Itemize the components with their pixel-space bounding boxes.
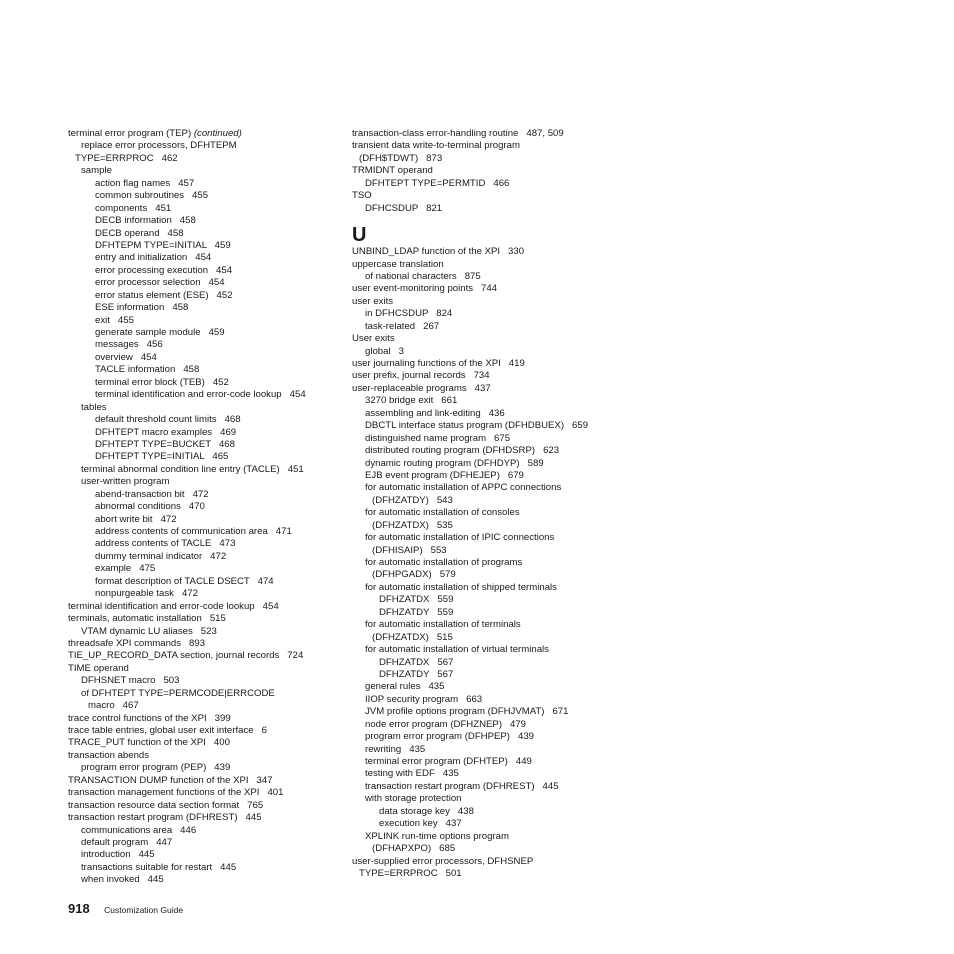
- index-entry-text: DECB operand 458: [95, 227, 184, 239]
- index-entry: [352, 358, 642, 370]
- index-entry: [352, 165, 642, 177]
- index-entry: [352, 128, 642, 140]
- index-entry: [352, 657, 642, 669]
- index-entry-text: user-written program: [81, 476, 170, 488]
- index-entry-text: TACLE information 458: [95, 364, 200, 376]
- index-entry: [68, 302, 340, 314]
- index-entry-text: of national characters 875: [365, 270, 481, 282]
- index-entry: [352, 731, 642, 743]
- index-entry-text: user exits: [352, 295, 394, 307]
- index-entry-text: user prefix, journal records 734: [352, 370, 490, 382]
- index-entry: [68, 277, 340, 289]
- index-entry: [68, 638, 340, 650]
- index-entry-text: terminal error program (TEP): [68, 128, 192, 139]
- index-entry: [352, 507, 642, 519]
- index-entry: [352, 308, 642, 320]
- index-entry: [68, 451, 340, 463]
- index-entry: [352, 632, 642, 644]
- index-entry: [68, 327, 340, 339]
- index-entry-text: dynamic routing program (DFHDYP) 589: [365, 457, 544, 469]
- index-entry: [68, 663, 340, 675]
- index-entry: [352, 140, 642, 152]
- index-entry: [68, 464, 340, 476]
- index-entry: [352, 856, 642, 868]
- book-title: Customization Guide: [104, 905, 184, 915]
- index-entry-text: task-related 267: [365, 320, 440, 332]
- index-entry-text: (DFHAPXPO) 685: [372, 843, 456, 855]
- index-entry-text: UNBIND_LDAP function of the XPI 330: [352, 246, 525, 258]
- index-entry-text: DFHZATDY 559: [379, 606, 454, 618]
- index-entry: [352, 768, 642, 780]
- index-entry: [352, 594, 642, 606]
- index-entry: [352, 470, 642, 482]
- index-entry-text: macro 467: [88, 700, 139, 712]
- index-entry-text: threadsafe XPI commands 893: [68, 637, 206, 649]
- index-entry-text: in DFHCSDUP 824: [365, 308, 453, 320]
- index-entry-text: (DFHPGADX) 579: [372, 569, 456, 581]
- index-entry: [68, 874, 340, 886]
- index-entry-text: (DFHISAIP) 553: [372, 544, 447, 556]
- index-entry: [68, 613, 340, 625]
- index-entry: [68, 538, 340, 550]
- index-entry: [68, 787, 340, 799]
- index-entry-text: introduction 445: [81, 849, 155, 861]
- index-entry: [68, 402, 340, 414]
- index-entry: [68, 688, 340, 700]
- index-entry-text: abend-transaction bit 472: [95, 488, 209, 500]
- index-entry: [68, 290, 340, 302]
- index-entry-text: IIOP security program 663: [365, 693, 483, 705]
- index-entry-text: transaction-class error-handling routine 487, 509: [352, 128, 564, 139]
- index-entry-text: (DFHZATDY) 543: [372, 494, 453, 506]
- index-entry-text: with storage protection: [365, 793, 462, 805]
- index-entry: [352, 395, 642, 407]
- index-entry: [68, 837, 340, 849]
- index-entry-text: (DFHZATDX) 535: [372, 519, 453, 531]
- index-entry: [352, 321, 642, 333]
- index-entry: [352, 744, 642, 756]
- index-entry: [68, 240, 340, 252]
- index-entry-text: distributed routing program (DFHDSRP) 623: [365, 445, 560, 457]
- index-entry: [352, 420, 642, 432]
- index-entry-text: user journaling functions of the XPI 419: [352, 358, 525, 369]
- index-entry: [68, 737, 340, 749]
- index-entry: [352, 644, 642, 656]
- index-entry: [352, 793, 642, 805]
- index-entry: [68, 414, 340, 426]
- index-entry-text: program error program (DFHPEP) 439: [365, 731, 535, 743]
- index-entry: [68, 601, 340, 613]
- index-entry: [68, 153, 340, 165]
- index-entry: [68, 514, 340, 526]
- page-number: 918: [68, 901, 90, 916]
- index-entry: [352, 532, 642, 544]
- index-entry: [352, 557, 642, 569]
- index-entry-text: terminal identification and error-code lookup 454: [68, 600, 279, 612]
- index-entry: [68, 825, 340, 837]
- index-entry: [68, 501, 340, 513]
- index-entry-text: nonpurgeable task 472: [95, 588, 198, 600]
- index-entry: [68, 526, 340, 538]
- index-entry-text: DFHSNET macro 503: [81, 675, 180, 687]
- index-entry-text: TSO: [352, 190, 372, 202]
- index-entry: [352, 458, 642, 470]
- index-entry-text: DBCTL interface status program (DFHDBUEX) 659: [365, 420, 589, 432]
- index-entry-text: ESE information 458: [95, 302, 189, 314]
- index-entry-text: messages 456: [95, 339, 163, 351]
- index-entry: [352, 383, 642, 395]
- index-entry: [352, 569, 642, 581]
- index-entry: [68, 265, 340, 277]
- index-entry: [68, 352, 340, 364]
- index-entry: [352, 607, 642, 619]
- index-entry-text: rewriting 435: [365, 743, 426, 755]
- index-entry: [352, 153, 642, 165]
- index-entry-text: general rules 435: [365, 681, 445, 693]
- index-entry: [68, 675, 340, 687]
- index-entry-text: for automatic installation of IPIC connections: [365, 532, 555, 544]
- index-entry-text: DFHTEPT macro examples 469: [95, 426, 237, 438]
- index-entry-text: testing with EDF 435: [365, 768, 459, 780]
- index-entry: [68, 178, 340, 190]
- index-entry-text: for automatic installation of programs: [365, 557, 523, 568]
- index-entry: [352, 868, 642, 880]
- index-entry: [68, 626, 340, 638]
- index-entry-text: for automatic installation of consoles: [365, 507, 520, 519]
- index-entry-text: TIME operand: [68, 662, 129, 674]
- index-entry: [68, 165, 340, 177]
- index-entry: [352, 669, 642, 681]
- index-entry-text: transaction restart program (DFHREST) 445: [365, 780, 559, 792]
- index-entry-text: EJB event program (DFHEJEP) 679: [365, 469, 524, 481]
- index-entry-text: replace error processors, DFHTEPM: [81, 140, 237, 152]
- index-entry-text: transaction abends: [68, 749, 150, 761]
- index-entry-text: DECB information 458: [95, 215, 196, 227]
- index-entry-text: node error program (DFHZNEP) 479: [365, 718, 527, 730]
- index-entry-text: assembling and link-editing 436: [365, 407, 505, 419]
- index-entry-text: TRACE_PUT function of the XPI 400: [68, 737, 230, 749]
- index-entry: [352, 333, 642, 345]
- index-entry-text: tables: [81, 401, 107, 413]
- index-entry: [352, 520, 642, 532]
- index-entry-text: error status element (ESE) 452: [95, 289, 233, 301]
- index-entry: [352, 706, 642, 718]
- index-entry: [352, 719, 642, 731]
- index-entry-text: transactions suitable for restart 445: [81, 861, 237, 873]
- index-entry: [68, 551, 340, 563]
- index-entry-text: of DFHTEPT TYPE=PERMCODE|ERRCODE: [81, 687, 275, 699]
- index-entry-text: terminals, automatic installation 515: [68, 613, 226, 625]
- index-entry: [352, 756, 642, 768]
- index-entry-text: exit 455: [95, 314, 134, 326]
- index-entry: [68, 476, 340, 488]
- index-entry-text: user-supplied error processors, DFHSNEP: [352, 855, 534, 867]
- index-entry-text: DFHTEPT TYPE=PERMTID 466: [365, 177, 510, 189]
- index-entry-text: user-replaceable programs 437: [352, 382, 491, 394]
- index-entry-text: transient data write-to-terminal program: [352, 140, 520, 152]
- index-entry-text: TRANSACTION DUMP function of the XPI 347: [68, 774, 273, 786]
- index-entry: [68, 775, 340, 787]
- index-entry-text: DFHTEPM TYPE=INITIAL 459: [95, 239, 231, 251]
- index-entry-text: communications area 446: [81, 824, 197, 836]
- index-entry: [352, 831, 642, 843]
- index-entry-text: address contents of communication area 471: [95, 526, 292, 537]
- index-entry: [352, 445, 642, 457]
- index-entry: [68, 389, 340, 401]
- index-entry-text: DFHZATDX 559: [379, 594, 454, 606]
- index-entry: [68, 339, 340, 351]
- index-entry-text: global 3: [365, 345, 404, 357]
- index-entry: [352, 694, 642, 706]
- index-entry-text: terminal identification and error-code lookup 454: [95, 389, 306, 401]
- index-entry-text: trace table entries, global user exit interface 6: [68, 725, 267, 736]
- index-entry: [352, 346, 642, 358]
- index-entry-text: abort write bit 472: [95, 513, 177, 525]
- index-entry-text: User exits: [352, 333, 395, 345]
- index-entry-text: components 451: [95, 202, 172, 214]
- index-entry: [352, 203, 642, 215]
- index-entry: [68, 588, 340, 600]
- index-entry-text: terminal error program (DFHTEP) 449: [365, 756, 532, 767]
- index-entry-text: DFHZATDY 567: [379, 668, 454, 680]
- index-entry-text: trace control functions of the XPI 399: [68, 712, 231, 724]
- index-entry-text: DFHTEPT TYPE=INITIAL 465: [95, 451, 229, 463]
- index-entry-text: terminal abnormal condition line entry (TACLE) 451: [81, 463, 304, 475]
- index-entry-text: 3270 bridge exit 661: [365, 395, 458, 407]
- index-entry-text: transaction resource data section format 765: [68, 799, 264, 811]
- index-entry-text: TRMIDNT operand: [352, 165, 433, 177]
- section-letter-text: U: [352, 224, 367, 247]
- index-entry: [352, 370, 642, 382]
- index-entry-text: format description of TACLE DSECT 474: [95, 575, 274, 587]
- index-entry: [352, 408, 642, 420]
- index-entry-text: for automatic installation of shipped terminals: [365, 581, 557, 593]
- page-footer: [68, 900, 183, 918]
- index-entry: [352, 806, 642, 818]
- index-entry: [68, 725, 340, 737]
- index-entry-text: when invoked 445: [81, 874, 164, 886]
- index-entry: [68, 427, 340, 439]
- index-entry-text: execution key 437: [379, 818, 462, 830]
- index-entry-text: generate sample module 459: [95, 327, 225, 338]
- index-section-letter: [352, 225, 642, 246]
- index-entry-text: for automatic installation of APPC connections: [365, 482, 562, 494]
- index-entry: [68, 377, 340, 389]
- index-entry-text: program error program (PEP) 439: [81, 762, 231, 774]
- index-entry: [68, 713, 340, 725]
- index-entry-text: VTAM dynamic LU aliases 523: [81, 625, 217, 637]
- index-entry-text: TIE_UP_RECORD_DATA section, journal records 724: [68, 650, 304, 662]
- index-entry-text: default program 447: [81, 836, 173, 848]
- index-entry: [68, 849, 340, 861]
- index-entry: [352, 482, 642, 494]
- index-entry-text: TYPE=ERRPROC 501: [359, 867, 462, 879]
- index-entry: [68, 812, 340, 824]
- index-entry: [68, 203, 340, 215]
- index-entry-text: error processor selection 454: [95, 277, 225, 289]
- index-entry: [352, 283, 642, 295]
- index-entry: [68, 862, 340, 874]
- index-entry-text: XPLINK run-time options program: [365, 830, 509, 842]
- index-entry-text: example 475: [95, 563, 156, 575]
- index-entry-text: transaction management functions of the XPI 401: [68, 787, 284, 799]
- index-entry: [68, 563, 340, 575]
- index-entry: [352, 433, 642, 445]
- index-entry: [352, 495, 642, 507]
- index-entry: [352, 190, 642, 202]
- index-entry-text: distinguished name program 675: [365, 432, 511, 444]
- index-column-right: [352, 128, 642, 880]
- index-entry: [352, 582, 642, 594]
- index-entry: [68, 215, 340, 227]
- index-entry-text: error processing execution 454: [95, 264, 233, 276]
- index-entry: [68, 439, 340, 451]
- index-entry-text: for automatic installation of virtual terminals: [365, 644, 549, 656]
- index-entry: [352, 818, 642, 830]
- index-entry-text: DFHCSDUP 821: [365, 202, 443, 214]
- index-entry-text: default threshold count limits 468: [95, 414, 241, 426]
- index-entry: [352, 296, 642, 308]
- index-entry-text: (DFH$TDWT) 873: [359, 152, 443, 164]
- index-entry: [68, 315, 340, 327]
- index-entry-text: dummy terminal indicator 472: [95, 550, 227, 562]
- index-entry-text: sample: [81, 165, 112, 177]
- index-entry-text: transaction restart program (DFHREST) 445: [68, 812, 262, 824]
- index-entry: [68, 762, 340, 774]
- index-entry: [68, 190, 340, 202]
- continued-label: (continued): [193, 128, 242, 139]
- index-entry: [68, 650, 340, 662]
- index-entry: [352, 681, 642, 693]
- index-entry-text: abnormal conditions 470: [95, 501, 205, 513]
- index-entry: [68, 364, 340, 376]
- index-entry-text: DFHTEPT TYPE=BUCKET 468: [95, 438, 235, 450]
- index-column-left: [68, 128, 340, 887]
- index-entry: [68, 489, 340, 501]
- index-entry-text: TYPE=ERRPROC 462: [75, 152, 178, 164]
- index-entry-text: for automatic installation of terminals: [365, 619, 521, 631]
- index-entry-text: uppercase translation: [352, 258, 444, 270]
- index-entry: [352, 619, 642, 631]
- index-entry: [352, 271, 642, 283]
- index-entry: [352, 781, 642, 793]
- index-entry: [68, 228, 340, 240]
- index-entry: [68, 800, 340, 812]
- index-entry-text: overview 454: [95, 351, 157, 363]
- index-entry: [352, 246, 642, 258]
- index-entry: [352, 259, 642, 271]
- index-entry-text: DFHZATDX 567: [379, 656, 454, 668]
- index-entry-text: address contents of TACLE 473: [95, 538, 236, 550]
- index-entry: [68, 576, 340, 588]
- index-entry-text: action flag names 457: [95, 177, 195, 189]
- index-entry: [68, 128, 340, 140]
- index-entry-text: (DFHZATDX) 515: [372, 631, 453, 643]
- index-entry: [68, 140, 340, 152]
- index-entry-text: data storage key 438: [379, 805, 474, 817]
- index-entry: [352, 178, 642, 190]
- index-entry: [352, 545, 642, 557]
- index-entry-text: entry and initialization 454: [95, 252, 212, 264]
- index-entry-text: user event-monitoring points 744: [352, 283, 498, 295]
- index-entry: [68, 750, 340, 762]
- index-entry-text: JVM profile options program (DFHJVMAT) 671: [365, 706, 569, 718]
- index-entry-text: terminal error block (TEB) 452: [95, 376, 229, 388]
- index-entry: [68, 252, 340, 264]
- index-entry: [352, 843, 642, 855]
- index-entry: [68, 700, 340, 712]
- index-entry-text: common subroutines 455: [95, 190, 209, 202]
